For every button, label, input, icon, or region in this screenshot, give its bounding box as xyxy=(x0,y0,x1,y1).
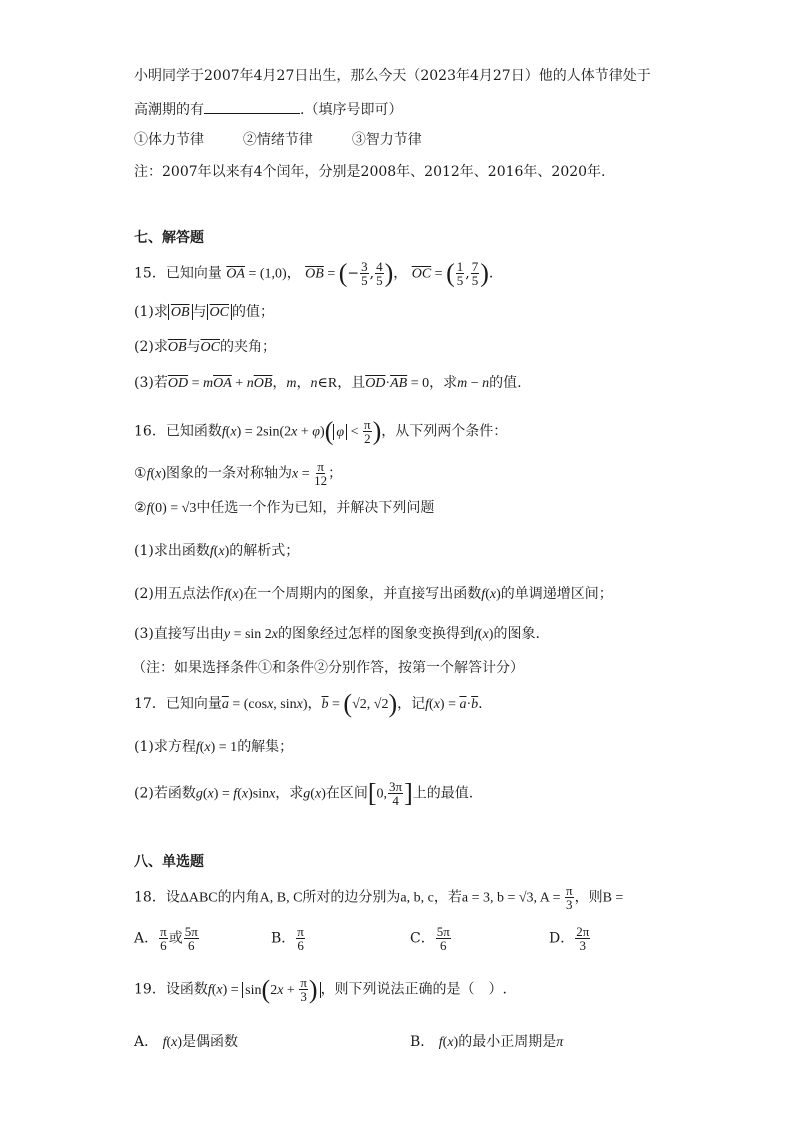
q15-sub2: (2)求$\overline{OB}$与$\overline{OC}$的夹角； xyxy=(134,339,276,355)
q15-sub3-c: ，求 xyxy=(429,375,458,391)
q16-s1-a: (1)求出函数 xyxy=(134,543,210,559)
q15-sub3: (3)若$\overline{OD} = m\overline{OA} + n\overline{OB}$，m，n∈R，且$\overline{OD}\cdot\overline{AB} = 0$，求m − n的值. xyxy=(134,375,522,391)
q16-sub2: (2)用五点法作f(x)在一个周期内的图象，并直接写出函数f(x)的单调递增区间； xyxy=(134,586,613,602)
intro-note: 注：2007年以来有4个闰年，分别是2008年、2012年、2016年、2020年. xyxy=(134,164,606,180)
q18-option-d[interactable]: D． $\frac{2\pi}{3}$ xyxy=(549,924,590,953)
q16-note: （注：如果选择条件①和条件②分别作答，按第一个解答计分） xyxy=(132,660,524,676)
q16-number: 16．已知函数 xyxy=(134,423,222,440)
q15-sub2-b: 与 xyxy=(186,339,201,355)
q16-s3-b: 的图象经过怎样的图象变换得到 xyxy=(278,626,475,642)
q16-c2-text: 中任选一个作为已知，并解决下列问题 xyxy=(196,500,435,516)
intro-line-2a: 高潮期的有 xyxy=(134,102,204,118)
q15-sub2-c: 的夹角； xyxy=(219,339,276,355)
q17-s2-b: ，求 xyxy=(275,785,304,802)
q16-s2-b: 在一个周期内的图象，并直接写出函数 xyxy=(243,586,482,602)
answer-blank[interactable] xyxy=(204,99,300,114)
q18-text3: ，若 xyxy=(433,889,462,906)
q17-sub1: (1)求方程f(x) = 1的解集； xyxy=(134,739,294,755)
q18-number: 18．设 xyxy=(134,889,180,906)
q16-sub1: (1)求出函数f(x)的解析式； xyxy=(134,543,300,559)
q18-b-label: B． xyxy=(271,930,296,947)
intro-line-2 xyxy=(134,99,402,119)
q18-text4: ，则 xyxy=(574,889,603,906)
q17-s2-a: (2)若函数 xyxy=(134,785,196,802)
q15-sub1-a: (1)求 xyxy=(134,304,168,320)
section-7-title: 七、解答题 xyxy=(134,230,204,246)
option-1: ①体力节律 xyxy=(134,132,204,148)
q19-option-b[interactable]: B． f(x)的最小正周期是π xyxy=(410,1034,564,1050)
q19-a-text: 是偶函数 xyxy=(182,1034,239,1050)
q15-sub1-c: 的值； xyxy=(231,304,274,320)
q18-option-b[interactable]: B． $\frac{\pi}{6}$ xyxy=(271,924,304,953)
q16-c2-mark: ② xyxy=(134,500,147,516)
q15-sub1-b: 与 xyxy=(192,304,207,320)
option-3: ③智力节律 xyxy=(351,132,422,148)
q18-a-label: A． xyxy=(134,930,159,947)
q16-s2-a: (2)用五点法作 xyxy=(134,586,224,602)
q17-mid: ，记 xyxy=(397,696,426,712)
q16-s2-c: 的单调递增区间； xyxy=(500,586,613,602)
option-2: ②情绪节律 xyxy=(242,132,313,148)
q16-tail: ，从下列两个条件： xyxy=(381,423,508,440)
q18-text1: 的内角 xyxy=(217,889,260,906)
q19-b-text: 的最小正周期是 xyxy=(458,1034,557,1050)
q19-number: 19．设函数 xyxy=(134,981,208,998)
q19-option-a[interactable]: A． f(x)是偶函数 xyxy=(134,1034,239,1050)
q16-cond1: ①f(x)图象的一条对称轴为x = $\frac{\pi}{12}$ ； xyxy=(134,459,343,488)
q19-tail: ，则下列说法正确的是（ ）. xyxy=(320,981,508,998)
q17-s1-b: 的解集； xyxy=(237,739,294,755)
q18-option-a[interactable]: A． $\frac{\pi}{6}$ 或 $\frac{5\pi}{6}$ xyxy=(134,924,198,953)
intro-line-2b: .（填序号即可） xyxy=(300,102,403,118)
intro-options xyxy=(134,131,422,149)
q17-number: 17．已知向量 xyxy=(134,696,222,712)
q16-s3-c: 的图象. xyxy=(493,626,540,642)
q16-sub3: (3)直接写出由y = sin 2x的图象经过怎样的图象变换得到f(x)的图象. xyxy=(134,626,540,642)
q15-number: 15．已知向量 xyxy=(134,265,222,282)
q16-cond2: ②f(0) = √3中任选一个作为已知，并解决下列问题 xyxy=(134,500,435,516)
q18-stem: 18．设ΔABC的内角A, B, C所对的边分别为a, b, c，若a = 3, b = √3, A = $\frac{\pi}{3}$ ，则B = xyxy=(134,883,624,912)
section-8-title: 八、单选题 xyxy=(134,854,204,870)
q19-a-label: A． xyxy=(134,1034,159,1050)
q15-sub3-d: 的值. xyxy=(489,375,522,391)
q16-s1-b: 的解析式； xyxy=(229,543,300,559)
intro-line-1: 小明同学于2007年4月27日出生，那么今天（2023年4月27日）他的人体节律处于 xyxy=(134,68,651,84)
q17-s2-d: 上的最值. xyxy=(412,785,474,802)
q15-sub2-a: (2)求 xyxy=(134,339,168,355)
q18-option-c[interactable]: C． $\frac{5\pi}{6}$ xyxy=(410,924,450,953)
q18-a-or: 或 xyxy=(168,930,183,947)
q15-stem: 15．已知向量 $\overline{OA} = (1,0)$， $\overline{OB}$ = (− $\frac{3}{5}$ , $\frac{4}{5}$ )， $\overline{OC}$ = ( $\frac{1}{5}$ , $\frac{7}{5}$ ). xyxy=(134,258,494,288)
q16-stem: 16．已知函数f(x) = 2sin(2x + φ)( φ < $\frac{\pi}{2}$ )，从下列两个条件： xyxy=(134,416,508,446)
q17-stem: 17．已知向量$\overline{a} = (\cos x$, sinx)，$\overline{b} = (√2$, √2)，记$f(x) = \overline{a}\cdot\overline{b}$. xyxy=(134,689,483,718)
q18-d-label: D． xyxy=(549,930,575,947)
q15-sub3-b: ，且 xyxy=(337,375,366,391)
q16-c1-text: 图象的一条对称轴为 xyxy=(166,465,293,482)
q17-s1-a: (1)求方程 xyxy=(134,739,196,755)
q15-sub1: (1)求 $\overline{OB}$ 与 $\overline{OC}$ 的值； xyxy=(134,304,274,320)
q16-c1-mark: ① xyxy=(134,465,147,482)
q18-text2: 所对的边分别为 xyxy=(302,889,401,906)
q19-b-label: B． xyxy=(410,1034,435,1050)
q17-sub2: (2)若函数g(x) = f(x)sinx，求g(x)在区间[0, $\frac{3\pi}{4}$ ]上的最值. xyxy=(134,778,474,808)
q19-stem: 19．设函数f(x) = sin(2x + $\frac{\pi}{3}$ ) ，则下列说法正确的是（ ）. xyxy=(134,974,508,1004)
q18-c-label: C． xyxy=(410,930,435,947)
q17-s2-c: 在区间 xyxy=(325,785,368,802)
q16-s3-a: (3)直接写出由 xyxy=(134,626,224,642)
q15-sub3-a: (3)若 xyxy=(134,375,168,391)
